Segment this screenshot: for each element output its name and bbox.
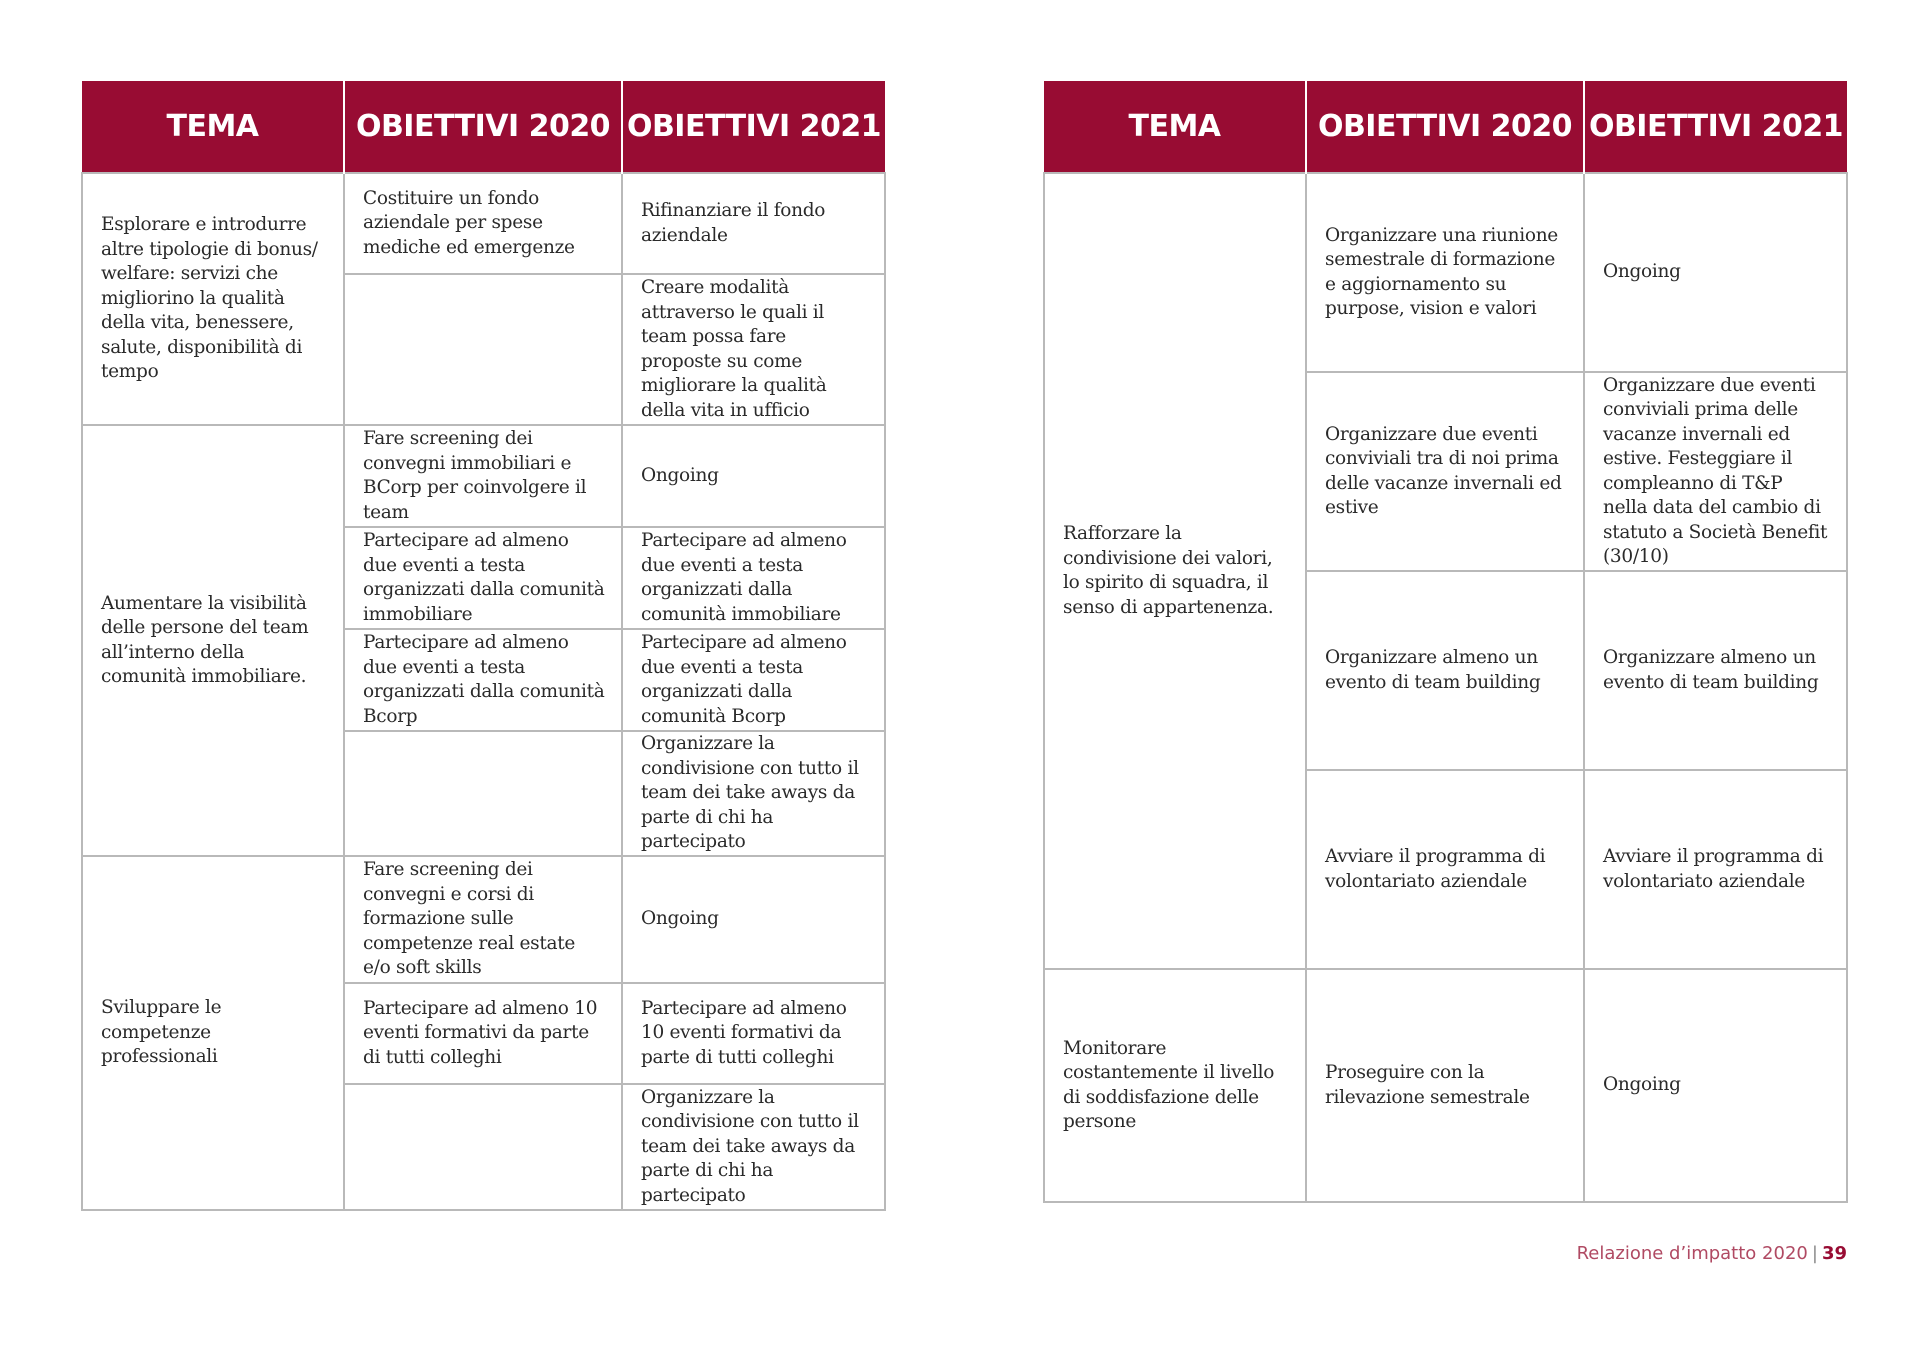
obiettivo-2021-cell: Ongoing — [622, 425, 885, 527]
footer-label: Relazione d’impatto 2020 — [1576, 1243, 1808, 1264]
table-row — [1044, 173, 1847, 372]
header-obiettivi-2021: OBIETTIVI 2021 — [1584, 81, 1847, 173]
page-footer — [1577, 1243, 1847, 1264]
obiettivo-2021-cell: Partecipare ad almeno due eventi a testa organizzati dalla comunità Bcorp — [622, 629, 885, 731]
goals-table-right — [1043, 81, 1848, 1203]
header-tema: TEMA — [82, 81, 344, 173]
obiettivo-2021-cell: Organizzare la condivisione con tutto il team dei take aways da parte di chi ha partecipato — [622, 1084, 885, 1210]
obiettivo-2021-cell: Ongoing — [1584, 173, 1847, 372]
table-row — [1044, 969, 1847, 1202]
tema-cell: Aumentare la visibilità delle persone del team all’interno della comunità immobiliare. — [82, 425, 344, 856]
table-header-row — [1044, 81, 1847, 173]
obiettivo-2021-cell: Partecipare ad almeno 10 eventi formativi da parte di tutti colleghi — [622, 983, 885, 1084]
obiettivo-2021-cell: Ongoing — [1584, 969, 1847, 1202]
table-row — [82, 173, 885, 274]
obiettivo-2020-cell: Fare screening dei convegni e corsi di formazione sulle competenze real estate e/o soft skills — [344, 856, 622, 983]
obiettivo-2020-cell: Organizzare una riunione semestrale di formazione e aggiornamento su purpose, vision e valori — [1306, 173, 1584, 372]
obiettivo-2020-cell — [344, 731, 622, 856]
goals-table-left — [81, 81, 886, 1211]
table-row — [82, 856, 885, 983]
obiettivo-2020-cell: Proseguire con la rilevazione semestrale — [1306, 969, 1584, 1202]
obiettivo-2021-cell: Ongoing — [622, 856, 885, 983]
obiettivo-2020-cell: Avviare il programma di volontariato aziendale — [1306, 770, 1584, 969]
obiettivo-2020-cell: Partecipare ad almeno 10 eventi formativi da parte di tutti colleghi — [344, 983, 622, 1084]
obiettivo-2021-cell: Avviare il programma di volontariato aziendale — [1584, 770, 1847, 969]
obiettivo-2020-cell — [344, 274, 622, 425]
tema-cell: Rafforzare la condivisione dei valori, lo spirito di squadra, il senso di appartenenza. — [1044, 173, 1306, 969]
tema-cell: Esplorare e introdurre altre tipologie di bonus/ welfare: servizi che migliorino la qualità della vita, benessere, salute, disponibilità di tempo — [82, 173, 344, 425]
obiettivo-2021-cell: Organizzare la condivisione con tutto il team dei take aways da parte di chi ha partecipato — [622, 731, 885, 856]
tema-cell: Monitorare costantemente il livello di soddisfazione delle persone — [1044, 969, 1306, 1202]
obiettivo-2020-cell: Partecipare ad almeno due eventi a testa organizzati dalla comunità Bcorp — [344, 629, 622, 731]
obiettivo-2021-cell: Creare modalità attraverso le quali il team possa fare proposte su come migliorare la qualità della vita in ufficio — [622, 274, 885, 425]
obiettivo-2020-cell: Fare screening dei convegni immobiliari e BCorp per coinvolgere il team — [344, 425, 622, 527]
obiettivo-2020-cell — [344, 1084, 622, 1210]
obiettivo-2020-cell: Costituire un fondo aziendale per spese mediche ed emergenze — [344, 173, 622, 274]
header-obiettivi-2021: OBIETTIVI 2021 — [622, 81, 885, 173]
obiettivo-2020-cell: Organizzare due eventi conviviali tra di noi prima delle vacanze invernali ed estive — [1306, 372, 1584, 571]
obiettivo-2020-cell: Partecipare ad almeno due eventi a testa organizzati dalla comunità immobiliare — [344, 527, 622, 629]
obiettivo-2021-cell: Rifinanziare il fondo aziendale — [622, 173, 885, 274]
header-obiettivi-2020: OBIETTIVI 2020 — [344, 81, 622, 173]
obiettivo-2021-cell: Organizzare almeno un evento di team building — [1584, 571, 1847, 770]
tema-cell: Sviluppare le competenze professionali — [82, 856, 344, 1210]
page-number: 39 — [1821, 1243, 1847, 1264]
header-obiettivi-2020: OBIETTIVI 2020 — [1306, 81, 1584, 173]
header-tema: TEMA — [1044, 81, 1306, 173]
table-header-row — [82, 81, 885, 173]
table-row — [82, 425, 885, 527]
obiettivo-2021-cell: Organizzare due eventi conviviali prima delle vacanze invernali ed estive. Festeggiare il compleanno di T&P nella data del cambio di statuto a Società Benefit (30/10) — [1584, 372, 1847, 571]
obiettivo-2020-cell: Organizzare almeno un evento di team building — [1306, 571, 1584, 770]
footer-separator: | — [1811, 1243, 1818, 1264]
obiettivo-2021-cell: Partecipare ad almeno due eventi a testa organizzati dalla comunità immobiliare — [622, 527, 885, 629]
